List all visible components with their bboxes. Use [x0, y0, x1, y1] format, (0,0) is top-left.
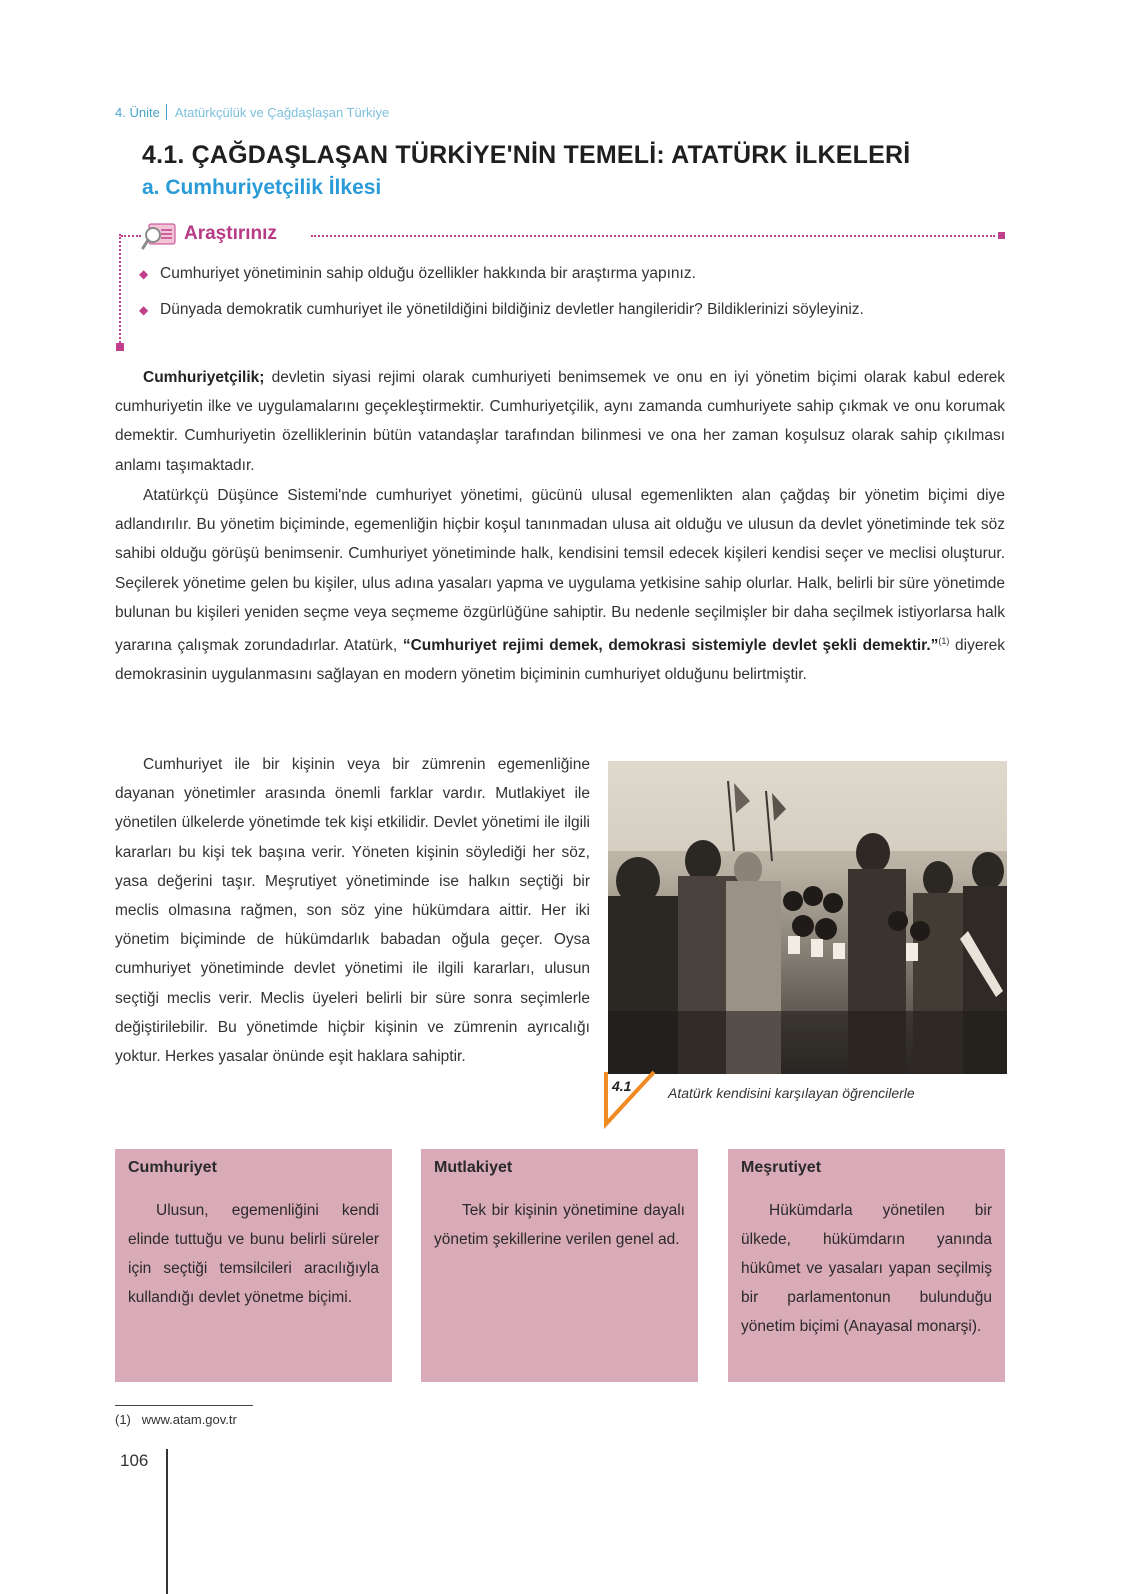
- paragraph-text: devletin siyasi rejimi olarak cumhuriyeti benimsemek ve onu en iyi yönetim biçimi olarak kabul ederek cumhuriyetin ilke ve uygulamalarını geçekleştirmektir. Cumhuriyetçilik, aynı zamanda cumhuriyete sahip çıkmak ve onu korumak demektir. Cumhuriyetin özelliklerinin bütün vatandaşlar tarafından bilinmesi ve ona her zaman koşulsuz olarak sahip çıkılması anlamı taşımaktadır.: [115, 369, 1005, 474]
- footnote-reference: (1): [938, 636, 950, 647]
- definition-text: Hükümdarla yönetilen bir ülkede, hükümdarın yanında hükûmet ve yasaları yapan seçilmiş bir parlamentonun bulunduğu yönetim biçimi (Anayasal monarşi).: [741, 1202, 992, 1335]
- definition-box-cumhuriyet: [115, 1149, 392, 1382]
- figure-number: 4.1: [612, 1078, 632, 1094]
- research-box-end-marker: [998, 232, 1005, 239]
- research-box-border: [119, 234, 121, 346]
- figure-caption: Atatürk kendisini karşılayan öğrencilerle: [668, 1085, 915, 1101]
- research-box-top-border-left: [121, 235, 141, 237]
- research-label: Araştırınız: [184, 223, 277, 244]
- footnote-marker: (1): [115, 1412, 131, 1427]
- paragraph-ataturkcu-dusunce: [115, 481, 1005, 690]
- footnote-divider: [115, 1405, 253, 1406]
- research-box-bottom-marker: [116, 343, 124, 351]
- research-box: [115, 222, 1005, 352]
- research-item-text: Dünyada demokratik cumhuriyet ile yönetildiğini bildiğiniz devletler hangileridir? Bildiklerinizi söyleyiniz.: [160, 301, 864, 318]
- unit-header: [115, 104, 389, 120]
- definition-title: Mutlakiyet: [434, 1159, 513, 1176]
- paragraph-yonetim-farklari: [115, 750, 590, 1071]
- paragraph-text: diyerek demokrasinin uygulanmasını sağlayan en modern yönetim biçiminin cumhuriyet olduğunu belirtmiştir.: [115, 637, 1005, 684]
- paragraph-text: Atatürkçü Düşünce Sistemi'nde cumhuriyet yönetimi, gücünü ulusal egemenlikten alan çağdaş bir yönetim biçimi diye adlandırılır. Bu yönetim biçiminde, egemenliğin hiçbir koşul tanınmadan ulusa ait olduğu ve ulusun da devlet yönetiminde tek söz sahibi olduğu görüşü benimsenir. Cumhuriyet yönetiminde halk, kendisini temsil edecek kişileri kendisi seçer ve meclisi oluşturur. Seçilerek yönetime gelen bu kişiler, ulus adına yasaları yapma ve uygulama yetkisine sahip olurlar. Halk, belirli bir süre yönetimde bulunan bu kişileri yeniden seçme veya seçmeme özgürlüğüne sahiptir. Bu nedenle seçilmişler bir daha seçilmek istiyorlarsa halk yararına çalışmak zorundadırlar. Atatürk,: [115, 487, 1005, 655]
- magnifier-icon: [141, 222, 179, 252]
- research-item: [139, 259, 1005, 289]
- unit-label: 4. Ünite: [115, 105, 160, 120]
- term-cumhuriyetcilik: Cumhuriyetçilik;: [143, 369, 265, 386]
- unit-separator: [166, 104, 167, 120]
- footnote: [115, 1412, 237, 1427]
- bullet-diamond-icon: ◆: [139, 267, 149, 281]
- historical-photo: [608, 761, 1007, 1074]
- page-title: 4.1. ÇAĞDAŞLAŞAN TÜRKİYE'NİN TEMELİ: ATATÜRK İLKELERİ: [142, 141, 911, 169]
- research-box-top-border-right: [311, 235, 995, 237]
- definition-box-mesrutiyet: [728, 1149, 1005, 1382]
- definition-text: Ulusun, egemenliğini kendi elinde tuttuğu ve bunu belirli süreler için seçtiği temsilcileri aracılığıyla kullandığı devlet yönetme biçimi.: [128, 1202, 379, 1306]
- definition-title: Cumhuriyet: [128, 1159, 217, 1176]
- paragraph-cumhuriyetcilik: [115, 363, 1005, 480]
- paragraph-text: Cumhuriyet ile bir kişinin veya bir zümrenin egemenliğine dayanan yönetimler arasında önemli farklar vardır. Mutlakiyet ile yönetilen ülkelerde yönetimde tek kişi etkilidir. Devlet yönetimi ile ilgili kararları bu kişi tek başına verir. Yöneten kişinin söylediği her söz, yasa değerini taşır. Meşrutiyet yönetiminde ise halkın seçtiği bir meclis olmasına rağmen, son söz yine hükümdara aittir. Her iki yönetim biçiminde de hükümdarlık babadan oğula geçer. Oysa cumhuriyet yönetiminde devlet yönetimi ile ilgili kararları, ulusun seçtiği meclis verir. Meclis üyeleri belirli bir süre sonra seçimlerle değiştirilebilir. Bu yönetimde hiçbir kişinin ve zümrenin ayrıcalığı yoktur. Herkes yasalar önünde eşit haklara sahiptir.: [115, 756, 590, 1066]
- page-number: 106: [120, 1451, 149, 1470]
- ataturk-quote: “Cumhuriyet rejimi demek, demokrasi sistemiyle devlet şekli demektir.”: [402, 637, 939, 655]
- definition-box-mutlakiyet: [421, 1149, 698, 1382]
- research-item: [139, 295, 1005, 325]
- research-item-text: Cumhuriyet yönetiminin sahip olduğu özellikler hakkında bir araştırma yapınız.: [160, 265, 696, 282]
- definition-text: Tek bir kişinin yönetimine dayalı yönetim şekillerine verilen genel ad.: [434, 1202, 685, 1248]
- bullet-diamond-icon: ◆: [139, 303, 149, 317]
- footnote-link[interactable]: www.atam.gov.tr: [141, 1412, 237, 1427]
- page-margin-line: [166, 1449, 168, 1594]
- definition-title: Meşrutiyet: [741, 1159, 822, 1176]
- unit-title: Atatürkçülük ve Çağdaşlaşan Türkiye: [174, 105, 390, 120]
- section-subtitle: a. Cumhuriyetçilik İlkesi: [142, 176, 382, 199]
